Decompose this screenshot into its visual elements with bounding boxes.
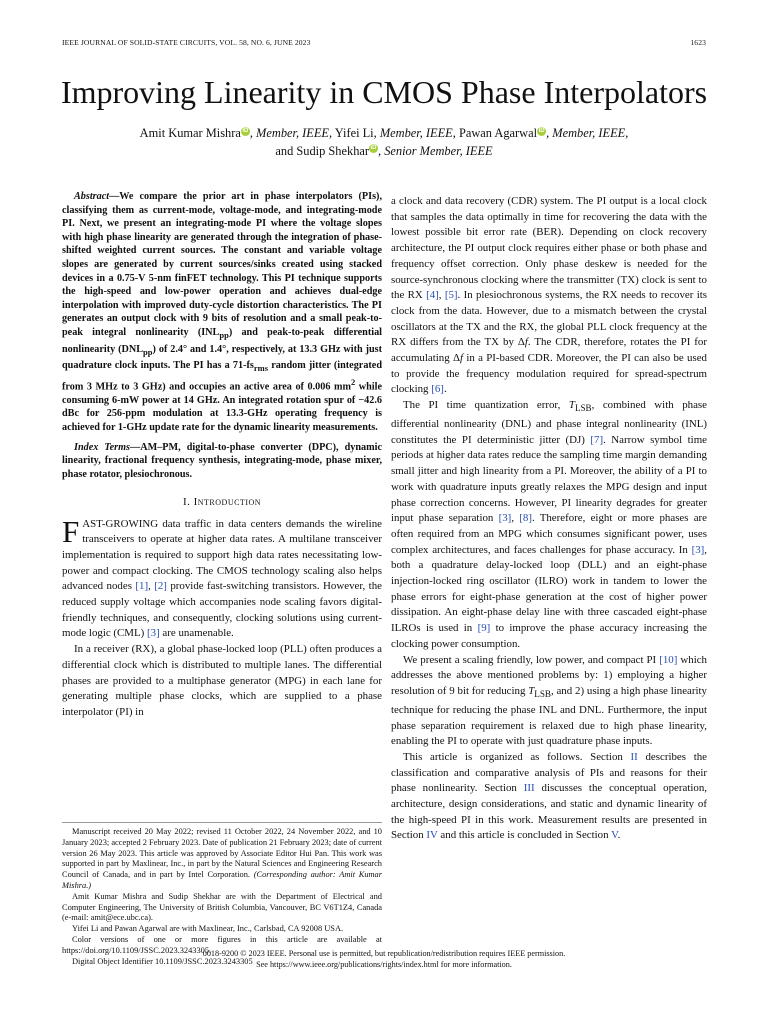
orcid-icon[interactable]: iD	[538, 127, 545, 134]
left-column	[62, 190, 382, 721]
footnotes	[62, 822, 382, 967]
citation-link[interactable]: [9]	[477, 622, 491, 635]
paragraph-text: This article is organized as follows. Section	[403, 750, 631, 763]
paragraph-text: .	[617, 829, 621, 842]
citation-link[interactable]: [3]	[498, 512, 512, 525]
abstract-text: ) and peak-to-peak differential nonlinearity (DNL	[62, 326, 382, 355]
journal-name: IEEE JOURNAL OF SOLID-STATE CIRCUITS, VOL. 58, NO. 6, JUNE 2023	[62, 38, 311, 47]
section-link[interactable]: V	[611, 829, 618, 842]
doi-link[interactable]: https://doi.org/10.1109/JSSC.2023.3243305.	[62, 945, 212, 955]
copyright-notice	[0, 945, 768, 970]
citation-link[interactable]: [2]	[154, 580, 167, 593]
body-paragraph	[391, 194, 707, 398]
paper-title: Improving Linearity in CMOS Phase Interpolators	[60, 74, 708, 110]
abstract-text: We compare the prior art in phase interpolators (PIs), classifying them as current-mode, voltage-mode, and integrating-mode PI. Next, we present an integrating-mode PI where the voltage slopes with high phase linearity are generated through the integration of phase-shifted weighted current sources. The constant and variable voltage slopes are generated by current sources/sinks created using stacked devices in a 0.75-V 5-nm finFET technology. This PI technique supports the high-speed and low-power operation and achieves dual-edge interpolation with improved duty-cycle distortion characteristics. The PI generates an output clock with 9 bits of resolution and a small peak-to-peak integral nonlinearity (INL	[62, 191, 382, 338]
math-var: T	[568, 399, 575, 412]
footnote: Digital Object Identifier 10.1109/JSSC.2023.3243305	[72, 956, 253, 966]
index-terms-dash: —	[130, 441, 141, 453]
running-head	[62, 38, 706, 50]
paragraph-text: , both a quadrature delay-locked loop (DLL) and an eight-phase injection-locked ring oscillator (ILRO) work in tandem to lower the phase errors for eight-phase generation at the cost of higher power dissipation. An eight-phase delay line with three cascaded eight-phase ILROs is used in	[391, 543, 707, 635]
paragraph-text: are unamenable.	[159, 627, 234, 640]
citation-link[interactable]: [1]	[135, 580, 149, 593]
drop-cap: F	[62, 513, 80, 549]
author-role: , Senior Member, IEEE	[378, 143, 493, 158]
section-link[interactable]: IV	[426, 829, 438, 842]
paragraph-text: which addresses the above mentioned problems by: 1) employing a higher resolution of 9 bit for reducing	[391, 653, 707, 697]
footnote: Yifei Li and Pawan Agarwal are with Maxlinear, Inc., Carlsbad, CA 92008 USA.	[72, 924, 344, 934]
subscript: LSB	[534, 689, 551, 700]
abstract-text: random jitter (integrated from 3 MHz to 3 GHz) and occupies an active area of 0.006 mm	[62, 360, 382, 393]
paragraph-text: ,	[438, 289, 445, 302]
citation-link[interactable]: [6]	[431, 383, 444, 396]
section-link[interactable]: III	[523, 782, 535, 795]
author-role: , Member, IEEE,	[249, 126, 333, 140]
paragraph-text: , combined with phase differential nonlinearity (DNL) and phase integral nonlinearity (INL) constitutes the PI deterministic jitter (DJ)	[391, 399, 707, 446]
abstract-label: Abstract	[74, 191, 110, 202]
footnote-text: Manuscript received 20 May 2022; revised 11 October 2022, 24 November 2022, and 10 January 2023; accepted 2 February 2023. Date of publication 21 February 2023; date of current version 26 May 2023. This article was approved by Associate Editor Hui Pan. This work was supported in part by Maxlinear, Inc., in part by the Natural Sciences and Engineering Research Council of Canada, and in part by Intel Corporation.	[62, 827, 382, 880]
paragraph-text: to improve the phase accuracy increasing the clocking power consumption.	[391, 622, 707, 650]
author-name: Yifei Li,	[332, 126, 377, 140]
footnote: Amit Kumar Mishra and Sudip Shekhar are with the Department of Electrical and Computer Engineering, The University of British Columbia, Vancouver, BC V6T1Z4, Canada (e-mail: amit@ece.ubc.ca).	[62, 891, 382, 923]
author-name: Pawan Agarwal	[455, 126, 538, 140]
subscript: LSB	[574, 403, 592, 414]
intro-paragraph	[62, 513, 382, 643]
subscript: pp	[219, 329, 229, 340]
paragraph-text: describes the classification and comparative analysis of PIs and reasons for their phase nonlinearity. Section	[391, 750, 707, 795]
author-role: Member, IEEE,	[376, 126, 456, 140]
author-list	[60, 125, 708, 160]
paragraph-text: , and 2) using a high phase linearity technique for reducing the phase INL and DNL. Furthermore, the input phase separation requirement is relaxed due to high phase linearity, enabling the PI to operate with just quadrature phase inputs.	[391, 684, 707, 748]
body-paragraph	[391, 398, 707, 652]
paragraph-text: discusses the conceptual operation, architecture, design considerations, and static and dynamic linearity of the high-speed PI in this work. Measurement results are presented in Section	[391, 782, 707, 842]
index-terms-label: Index Terms	[74, 441, 131, 453]
right-column	[391, 194, 707, 844]
citation-link[interactable]: [7]	[590, 433, 604, 446]
author-role: , Member, IEEE,	[546, 126, 629, 140]
body-paragraph	[391, 750, 707, 844]
copyright-line: 0018-9200 © 2023 IEEE. Personal use is permitted, but republication/redistribution requires IEEE permission.	[202, 949, 566, 958]
citation-link[interactable]: [8]	[519, 512, 532, 525]
paragraph-text: a clock and data recovery (CDR) system. The PI output is a local clock that samples the data optimally in time for recovering the data with the lowest possible bit error rate (BER). Depending on clock recovery architecture, the PI output clock requires either phase or both phase and frequency offset correction. Only phase deskew is needed for the source-synchronous clocking where the transmitter (TX) clock is sent to the RX	[391, 195, 707, 302]
paragraph-text: provide fast-switching transistors. However, the reduced supply voltage which accompanies node scaling favors digital-friendly techniques, and consequently, clocking solutions using current-mode logic (CML)	[62, 580, 382, 640]
paragraph-text: in a PI-based CDR. Moreover, the PI can also be used to provide the frequency modulation required for spread-spectrum clocking	[391, 352, 707, 396]
paragraph-text: ,	[148, 580, 155, 593]
paragraph-text: AST-GROWING data traffic in data centers demands the wireline transceivers to operate at higher data rates. A multilane transceiver implementation is required to support high data rates necessitating low-power and compact clocking. The CMOS technology scaling also helps advanced nodes	[62, 517, 382, 593]
intro-paragraph: In a receiver (RX), a global phase-locked loop (PLL) often produces a differential clock which is distributed to multiple lanes. The differential phases are provided to a multiphase generator (MPG) in each lane for generating multiple phase clocks, which are supplied to a phase interpolator (PI) in	[62, 643, 382, 718]
citation-link[interactable]: [10]	[659, 653, 678, 666]
math-var: T	[528, 684, 535, 697]
author-name: Sudip Shekhar	[296, 143, 370, 158]
paragraph-text: .	[443, 383, 447, 396]
paragraph-text: . Narrow symbol time periods at higher data rates reduce the sampling time margin demanding small jitter and high linearity from a PI. Moreover, the ability of a PI to work with quadrature inputs greatly relaxes the MPG design and input phase correction concerns. However, PI linearity degrades for greater input phase separation	[391, 433, 707, 525]
corresponding-author: (Corresponding author: Amit Kumar Mishra.)	[62, 870, 383, 890]
subscript: rms	[253, 363, 269, 374]
author-name: Amit Kumar Mishra	[139, 126, 241, 140]
citation-link[interactable]: [3]	[147, 627, 160, 640]
paragraph-text: . Therefore, eight or more phases are often required from an MPG which consumes significant power, uses complex architectures, and faces challenges for phase accuracy. In	[391, 512, 708, 556]
index-terms-text: AM–PM, digital-to-phase converter (DPC), dynamic linearity, fractional frequency synthesis, integrating-mode, phase mixer, phase rotator, plesiochronous.	[62, 441, 382, 480]
math-var: f	[459, 352, 464, 365]
author-and: and	[275, 143, 297, 158]
paragraph-text: The PI time quantization error,	[403, 399, 569, 412]
orcid-icon[interactable]: iD	[370, 145, 377, 152]
footnote-text: Color versions of one or more figures in this article are available at	[72, 934, 382, 944]
copyright-line: See https://www.ieee.org/publications/rights/index.html for more information.	[256, 960, 512, 969]
abstract-text: while consuming 6-mW power at 14 GHz. An integrated rotation spur of −42.6 dBc for 256-ppm modulation at 13.3-GHz operating frequency is achieved for 1-GHz update rate for the dynamic linearity measurements.	[62, 381, 382, 433]
paragraph-text: We present a scaling friendly, low power, and compact PI	[403, 653, 660, 666]
citation-link[interactable]: [5]	[444, 289, 458, 302]
orcid-icon[interactable]: iD	[242, 127, 249, 134]
body-paragraph	[391, 653, 707, 750]
abstract-text: ) of 2.4° and 1.4°, respectively, at 13.3 GHz with just quadrature clock inputs. The PI has a 71-fs	[62, 343, 382, 372]
abstract	[62, 190, 382, 435]
section-heading: I. Introduction	[182, 496, 262, 509]
index-terms	[62, 441, 382, 482]
section-link[interactable]: II	[630, 750, 638, 763]
abstract-dash: —	[109, 191, 120, 202]
footnote	[62, 827, 382, 892]
citation-link[interactable]: [3]	[691, 543, 705, 556]
subscript: pp	[143, 346, 153, 357]
page-number: 1623	[690, 38, 706, 47]
citation-link[interactable]: [4]	[426, 289, 439, 302]
paragraph-text: ,	[511, 512, 520, 525]
paragraph-text: and this article is concluded in Section	[437, 829, 612, 842]
paragraph-text: . In plesiochronous systems, the RX needs to recover its clock from the data. However, due to a mismatch between the crystal oscillators at the TX and the RX, the global PLL clock frequency at the RX differs from the TX by Δ	[391, 289, 707, 349]
superscript: 2	[350, 376, 356, 387]
paragraph-text: . The CDR, therefore, rotates the PI for accumulating Δ	[391, 336, 707, 365]
math-var: f	[524, 336, 528, 349]
